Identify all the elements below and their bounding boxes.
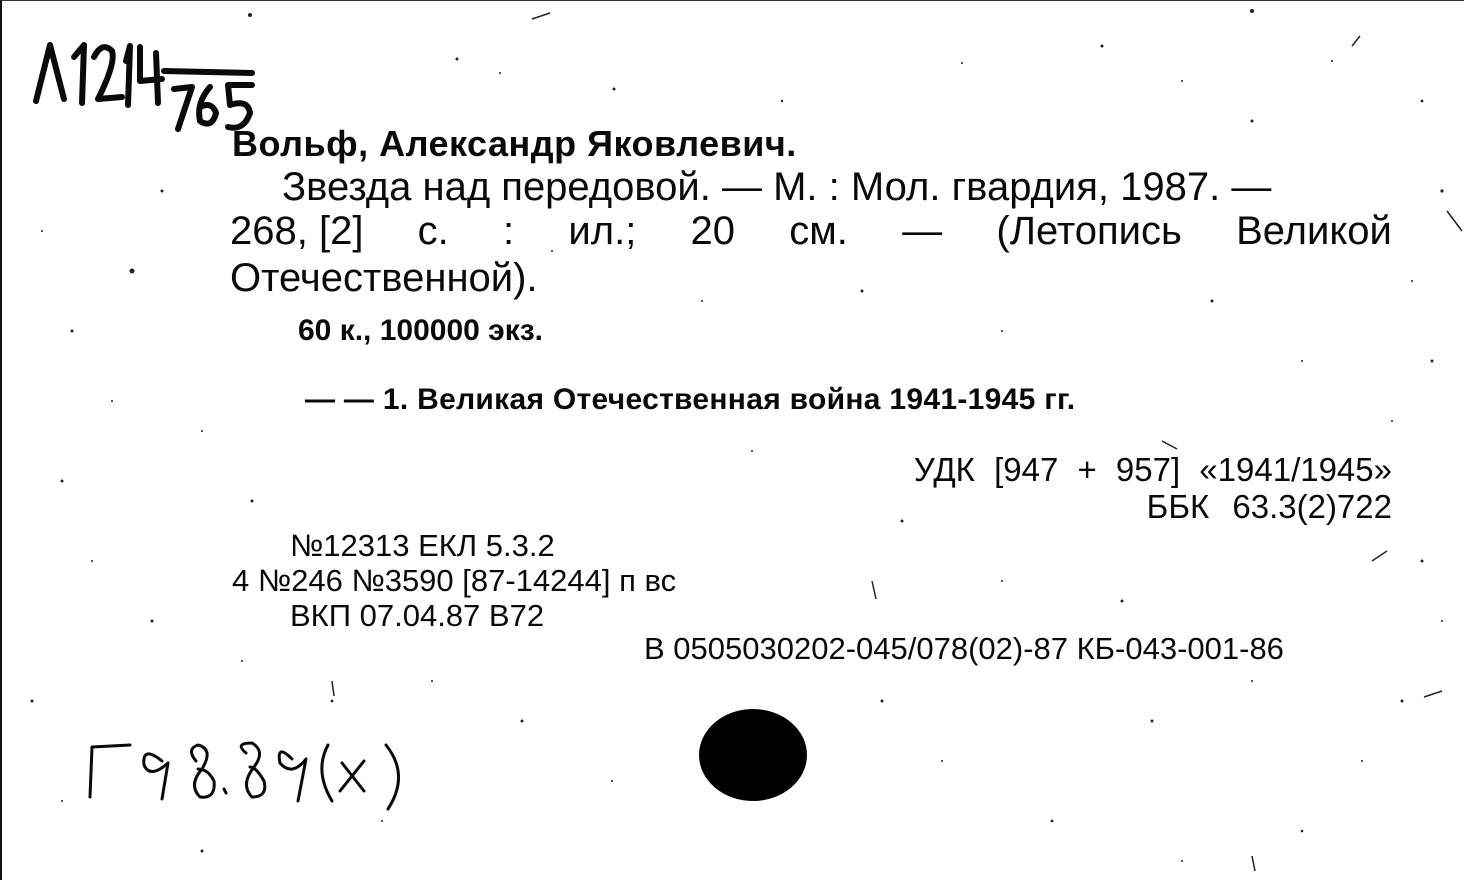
udk-code: УДК [947 + 957] «1941/1945» xyxy=(913,451,1392,488)
size-unit: см. xyxy=(789,209,848,253)
illustrations: ил.; xyxy=(568,209,637,253)
author-heading: Вольф, Александр Яковлевич. xyxy=(232,123,797,164)
subject-heading: — — 1. Великая Отечественная война 1941-1945 гг. xyxy=(305,383,1076,416)
title-line: Звезда над передовой. — М. : Мол. гвардия, 1987. — xyxy=(282,165,1272,209)
vkp-line: ВКП 07.04.87 В72 xyxy=(290,598,545,633)
ekl-number: №12313 ЕКЛ 5.3.2 xyxy=(290,528,555,563)
series-part-2: Великой xyxy=(1236,209,1392,253)
handwritten-shelf-code xyxy=(2,1,422,880)
pages-abbr: с. xyxy=(417,209,449,253)
dash: — xyxy=(902,209,943,253)
series-part-1: (Летопись xyxy=(996,209,1182,253)
series-continuation: Отечественной). xyxy=(230,256,538,300)
bbk-code: ББК 63.3(2)722 xyxy=(1146,488,1392,525)
registry-numbers: 4 №246 №3590 [87-14244] п вс xyxy=(232,563,677,598)
price-print-run: 60 к., 100000 экз. xyxy=(298,314,543,347)
colon: : xyxy=(503,209,515,253)
pages: 268, [2] xyxy=(230,209,364,253)
size-value: 20 xyxy=(690,209,736,253)
punch-hole xyxy=(699,709,807,801)
publication-code: В 0505030202-045/078(02)-87 КБ-043-001-86 xyxy=(644,631,1284,666)
